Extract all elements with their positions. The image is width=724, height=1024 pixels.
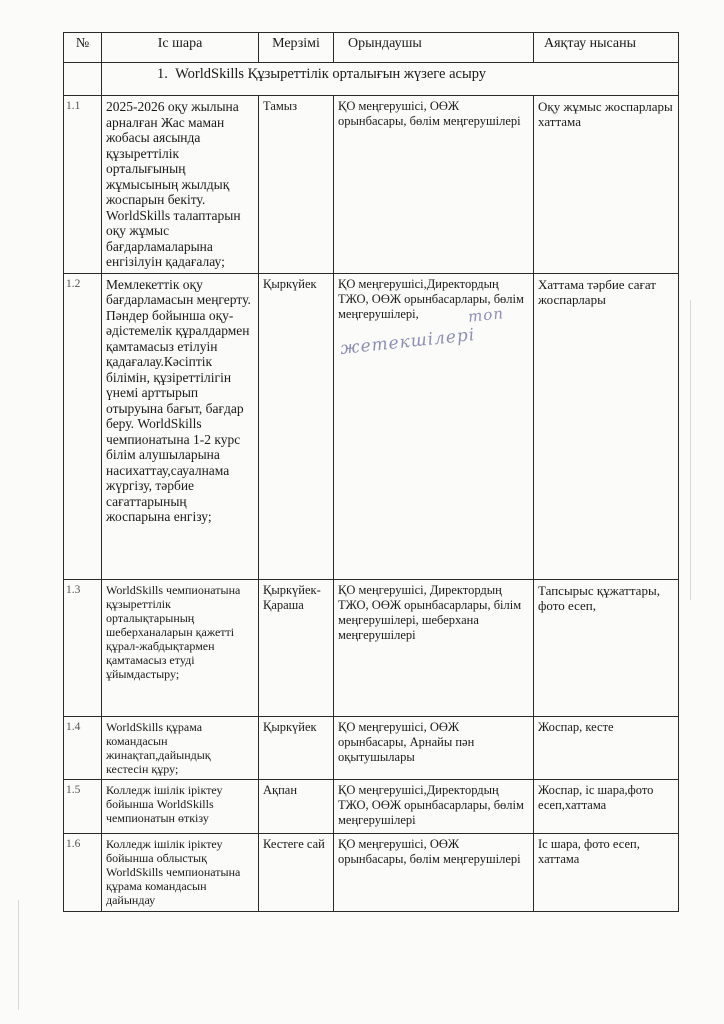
- row-completion: Жоспар, іс шара,фото есеп,хаттама: [534, 779, 679, 833]
- section-row: [64, 63, 679, 96]
- handwritten-note-line1: топ: [467, 304, 505, 326]
- table-row: [64, 96, 679, 274]
- row-number: 1.4: [64, 716, 102, 779]
- row-term: Қыркүйек: [259, 716, 334, 779]
- header-executor: Орындаушы: [334, 33, 534, 63]
- row-term: Кестеге сай: [259, 833, 334, 911]
- row-term: Тамыз: [259, 96, 334, 274]
- row-number: 1.5: [64, 779, 102, 833]
- header-activity: Іс шара: [102, 33, 259, 63]
- row-activity: Мемлекеттік оқу бағдарламасын меңгерту. Пәндер бойынша оқу-әдістемелік құралдармен қамтамасыз етілуін қадағалау.Кәсіптік білімін, құзіреттілігін үнемі арттырып отыруына бағыт, бағдар беру. WorldSkills чемпионатына 1-2 курс білім алушыларына насихаттау,сауалнама жүргізу, тәрбие сағаттарының жоспарына енгізу;: [102, 273, 259, 579]
- section-spacer: [64, 63, 102, 96]
- header-term: Мерзімі: [259, 33, 334, 63]
- row-number: 1.3: [64, 579, 102, 716]
- row-completion: Хаттама тәрбие сағат жоспарлары: [534, 273, 679, 579]
- row-completion: Оқу жұмыс жоспарлары хаттама: [534, 96, 679, 274]
- row-completion: Жоспар, кесте: [534, 716, 679, 779]
- header-number: №: [64, 33, 102, 63]
- row-executor: ҚО меңгерушісі,Директордың ТЖО, ОӨЖ орынбасарлары, бөлім меңгерушілері,: [334, 273, 534, 579]
- row-activity: WorldSkills чемпионатына құзыреттілік орталықтарының шеберханаларын қажетті құрал-жабдықтармен қамтамасыз етуді ұйымдастыру;: [102, 579, 259, 716]
- table-row: [64, 833, 679, 911]
- table-row: [64, 273, 679, 579]
- handwritten-note-line2: жетекшілері: [339, 324, 477, 360]
- plan-table: [63, 32, 679, 912]
- row-executor: ҚО меңгерушісі, ОӨЖ орынбасары, бөлім меңгерушілері: [334, 833, 534, 911]
- row-executor: ҚО меңгерушісі,Директордың ТЖО, ОӨЖ орынбасарлары, бөлім меңгерушілері: [334, 779, 534, 833]
- scan-artifact-right: [690, 300, 691, 600]
- row-term: Ақпан: [259, 779, 334, 833]
- row-executor: ҚО меңгерушісі, ОӨЖ орынбасары, Арнайы пән оқытушылары: [334, 716, 534, 779]
- row-term: Қыркүйек-Қараша: [259, 579, 334, 716]
- row-activity: Колледж ішілік іріктеу бойынша облыстық WorldSkills чемпионатына құрама командасын дайындау: [102, 833, 259, 911]
- row-completion: Тапсырыс құжаттары, фото есеп,: [534, 579, 679, 716]
- table-header-row: [64, 33, 679, 63]
- scan-artifact-left: [18, 900, 19, 1010]
- section-title: 1. WorldSkills Құзыреттілік орталығын жүзеге асыру: [102, 63, 679, 96]
- header-completion: Аяқтау нысаны: [534, 33, 679, 63]
- row-executor: ҚО меңгерушісі, Директордың ТЖО, ОӨЖ орынбасарлары, білім меңгерушілері, шеберхана меңгерушілері: [334, 579, 534, 716]
- table-row: [64, 779, 679, 833]
- row-number: 1.1: [64, 96, 102, 274]
- table-row: [64, 579, 679, 716]
- row-executor: ҚО меңгерушісі, ОӨЖ орынбасары, бөлім меңгерушілері: [334, 96, 534, 274]
- row-number: 1.2: [64, 273, 102, 579]
- row-term: Қыркүйек: [259, 273, 334, 579]
- row-completion: Іс шара, фото есеп, хаттама: [534, 833, 679, 911]
- row-activity: Колледж ішілік іріктеу бойынша WorldSkills чемпионатын өткізу: [102, 779, 259, 833]
- row-activity: WorldSkills құрама командасын жинақтап,дайындық кестесін құру;: [102, 716, 259, 779]
- table-row: [64, 716, 679, 779]
- row-number: 1.6: [64, 833, 102, 911]
- row-activity: 2025-2026 оқу жылына арналған Жас маман жобасы аясында құзыреттілік орталығының жұмысының жылдық жоспарын бекіту. WorldSkills талаптарын оқу жұмыс бағдарламаларына енгізілуін қадағалау;: [102, 96, 259, 274]
